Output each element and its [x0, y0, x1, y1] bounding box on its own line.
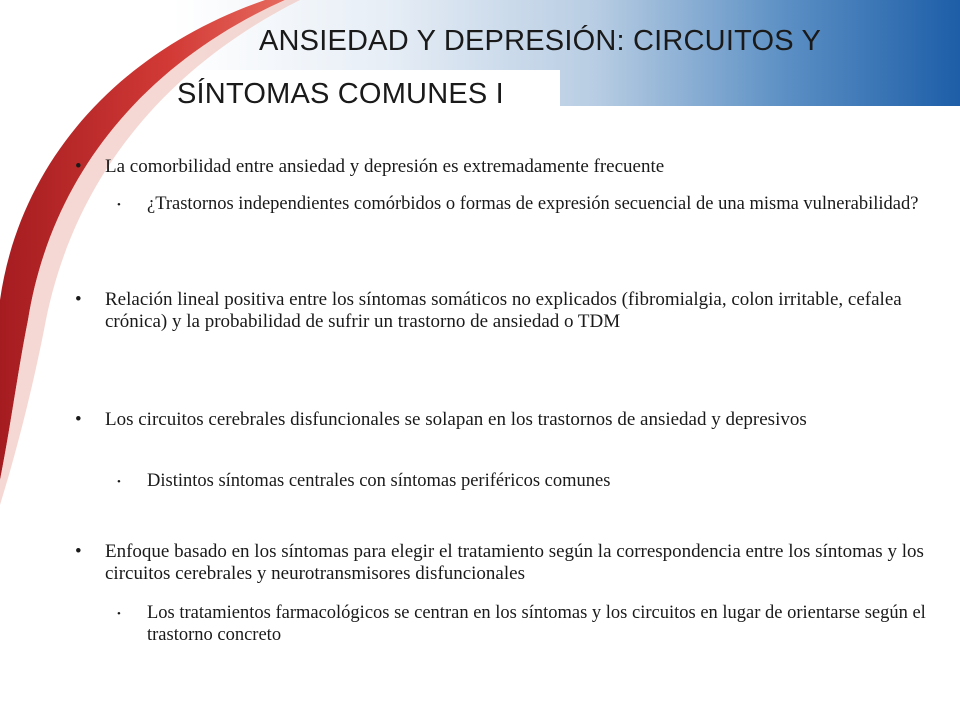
bullet-mark: • — [75, 156, 82, 177]
bullet-item — [75, 156, 925, 178]
sub-bullet-text: ¿Trastornos independientes comórbidos o formas de expresión secuencial de una misma vulnerabilidad? — [147, 194, 919, 214]
bullet-mark: • — [75, 541, 82, 562]
bullet-mark: • — [75, 289, 82, 310]
sub-bullet-text: Distintos síntomas centrales con síntomas periféricos comunes — [147, 471, 611, 491]
sub-bullet-item — [117, 193, 937, 215]
bullet-text: Enfoque basado en los síntomas para elegir el tratamiento según la correspondencia entre los síntomas y los circuitos cerebrales y neurotransmisores disfuncionales — [105, 541, 924, 584]
sub-bullet-mark: • — [117, 476, 121, 488]
sub-bullet-item — [117, 470, 937, 492]
bullet-text: Relación lineal positiva entre los síntomas somáticos no explicados (fibromialgia, colon irritable, cefalea crónica) y la probabilidad de sufrir un trastorno de ansiedad o TDM — [105, 289, 902, 332]
sub-bullet-mark: • — [117, 608, 121, 620]
bullet-text: Los circuitos cerebrales disfuncionales se solapan en los trastornos de ansiedad y depresivos — [105, 409, 807, 430]
sub-bullet-text: Los tratamientos farmacológicos se centran en los síntomas y los circuitos en lugar de orientarse según el trastorno concreto — [147, 603, 926, 645]
bullet-mark: • — [75, 409, 82, 430]
sub-bullet-mark: • — [117, 199, 121, 211]
slide-title-line-1: ANSIEDAD Y DEPRESIÓN: CIRCUITOS Y — [259, 25, 822, 57]
bullet-item — [75, 409, 925, 431]
bullet-item — [75, 289, 925, 333]
bullet-text: La comorbilidad entre ansiedad y depresión es extremadamente frecuente — [105, 156, 665, 177]
slide-title-line-2: SÍNTOMAS COMUNES I — [177, 78, 504, 110]
bullet-item — [75, 541, 925, 585]
sub-bullet-item — [117, 602, 937, 646]
